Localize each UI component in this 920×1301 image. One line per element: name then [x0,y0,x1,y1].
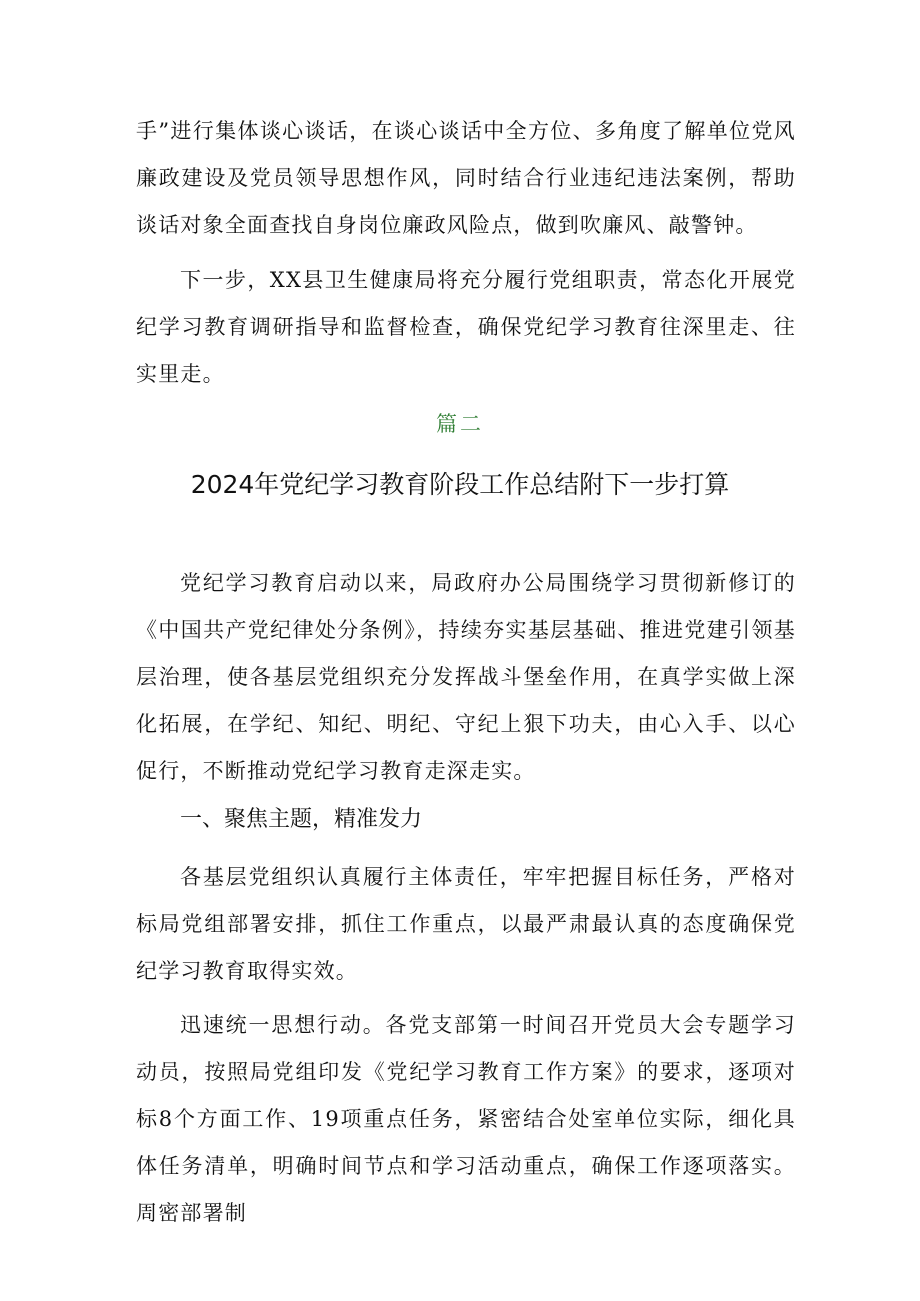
document-title: 2024年党纪学习教育阶段工作总结附下一步打算 [190,470,730,499]
paragraph-continuation: 手”进行集体谈心谈话，在谈心谈话中全方位、多角度了解单位党风廉政建设及党员领导思想作风，同时结合行业违纪违法案例，帮助谈话对象全面查找自身岗位廉政风险点，做到吹廉风、敲警钟。 [136,119,796,237]
paragraph-intro: 党纪学习教育启动以来，局政府办公局围绕学习贯彻新修订的《中国共产党纪律处分条例》，持续夯实基层基础、推进党建引领基层治理，使各基层党组织充分发挥战斗堡垒作用，在真学实做上深化拓展，在学纪、知纪、明纪、守纪上狠下功夫，由心入手、以心促行，不断推动党纪学习教育走深走实。 [136,571,796,783]
section-heading-1: 一、聚焦主题，精准发力 [180,807,423,832]
paragraph-next-step: 下一步，XX县卫生健康局将充分履行党组职责，常态化开展党纪学习教育调研指导和监督检查，确保党纪学习教育往深里走、往实里走。 [136,268,796,386]
section-label: 篇二 [436,412,484,436]
paragraph-body-1: 各基层党组织认真履行主体责任，牢牢把握目标任务，严格对标局党组部署安排，抓住工作重点，以最严肃最认真的态度确保党纪学习教育取得实效。 [136,865,796,983]
paragraph-body-2: 迅速统一思想行动。各党支部第一时间召开党员大会专题学习动员，按照局党组印发《党纪学习教育工作方案》的要求，逐项对标8个方面工作、19项重点任务，紧密结合处室单位实际，细化具体任务清单，明确时间节点和学习活动重点，确保工作逐项落实。周密部署制 [136,1013,796,1225]
